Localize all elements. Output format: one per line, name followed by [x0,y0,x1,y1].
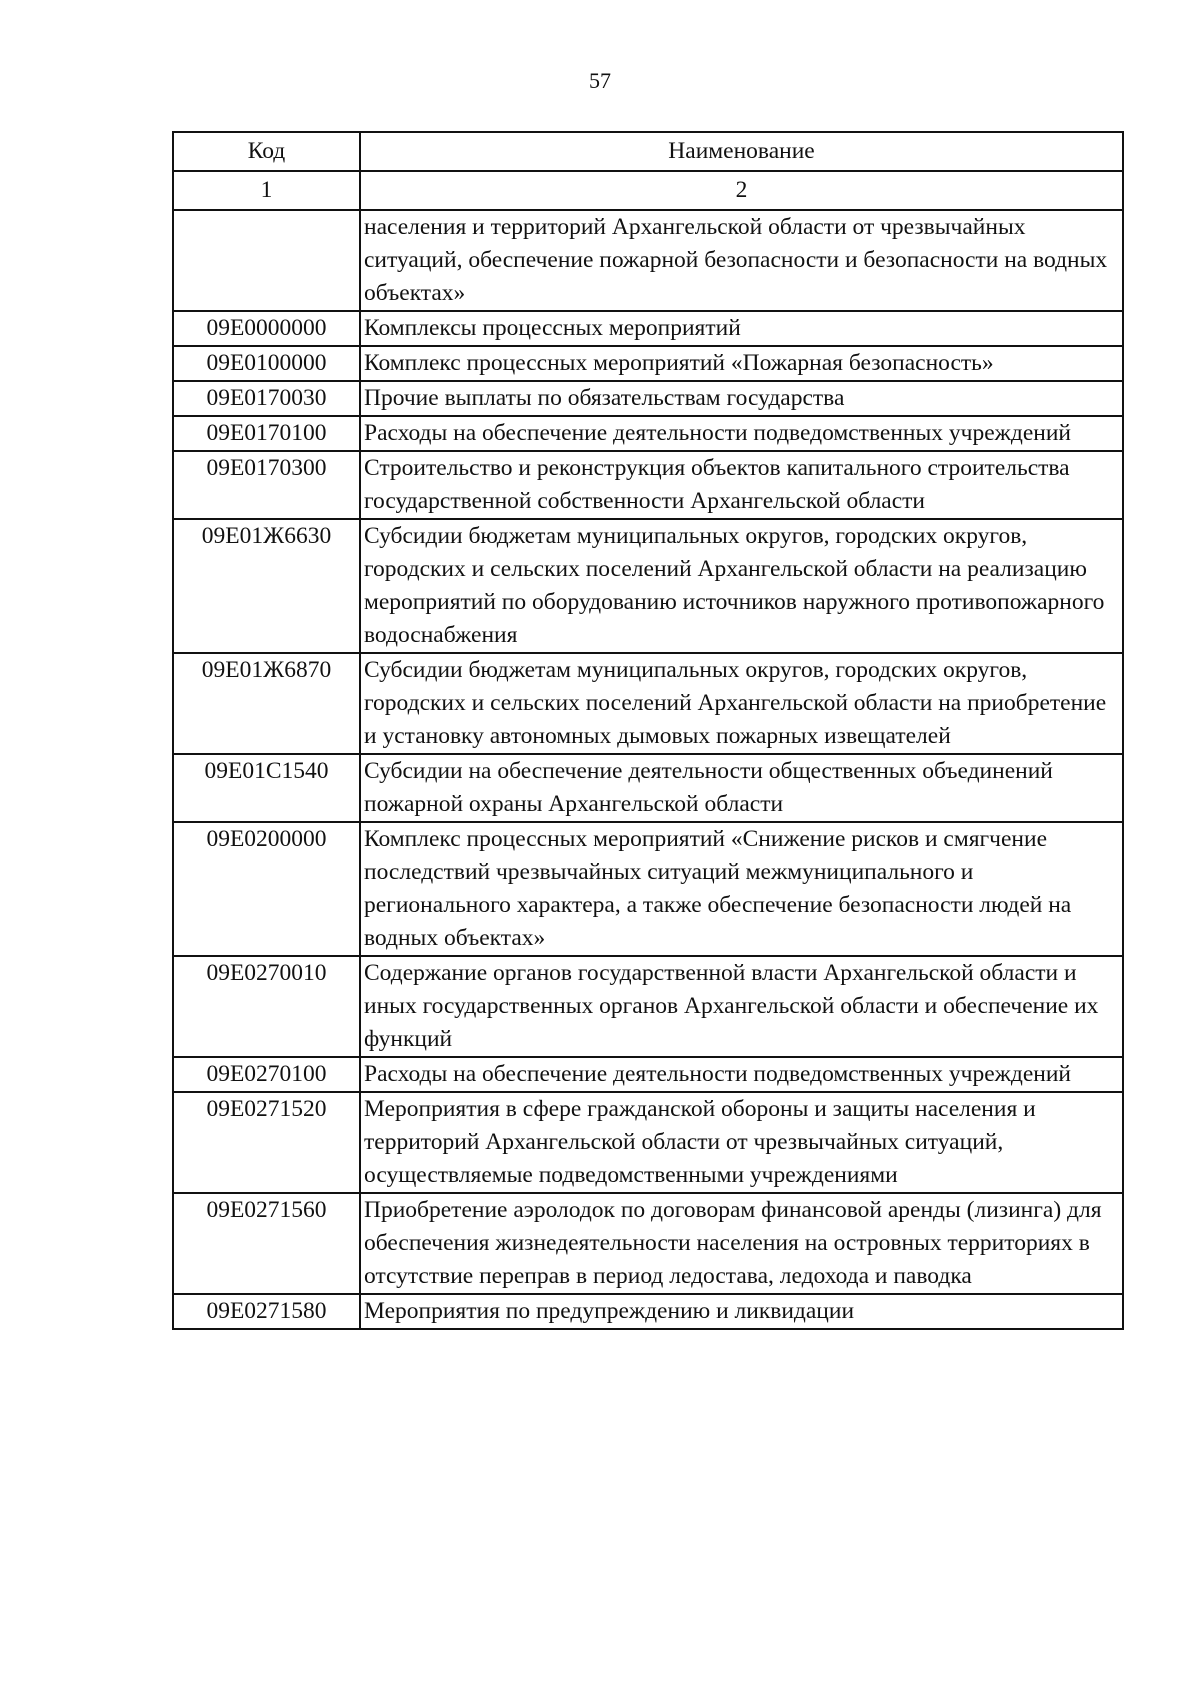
table-row [173,346,1123,381]
row-code: 09Е01С1540 [173,754,360,822]
row-code: 09Е0270100 [173,1057,360,1092]
table-row [173,1092,1123,1193]
header-code: Код [173,132,360,171]
table-row [173,416,1123,451]
row-code: 09Е0000000 [173,311,360,346]
column-number-code: 1 [173,171,360,210]
row-name: Содержание органов государственной власти Архангельской области и иных государственных органов Архангельской области и обеспечение их функций [360,956,1123,1057]
table-row [173,1057,1123,1092]
row-name: населения и территорий Архангельской области от чрезвычайных ситуаций, обеспечение пожарной безопасности и безопасности на водных объектах» [360,210,1123,311]
row-name: Субсидии бюджетам муниципальных округов, городских округов, городских и сельских поселений Архангельской области на приобретение и установку автономных дымовых пожарных извещателей [360,653,1123,754]
table-row [173,1294,1123,1329]
row-code: 09Е01Ж6870 [173,653,360,754]
header-row [173,132,1123,171]
row-name: Комплекс процессных мероприятий «Снижение рисков и смягчение последствий чрезвычайных ситуаций межмуниципального и регионального характера, а также обеспечение безопасности людей на водных объектах» [360,822,1123,956]
row-code: 09Е0170030 [173,381,360,416]
row-name: Субсидии на обеспечение деятельности общественных объединений пожарной охраны Архангельской области [360,754,1123,822]
row-code: 09Е0271580 [173,1294,360,1329]
row-name: Комплексы процессных мероприятий [360,311,1123,346]
row-name: Расходы на обеспечение деятельности подведомственных учреждений [360,416,1123,451]
row-code: 09Е0270010 [173,956,360,1057]
row-code: 09Е0170300 [173,451,360,519]
header-name: Наименование [360,132,1123,171]
row-code: 09Е0271560 [173,1193,360,1294]
page-number: 57 [589,68,611,93]
row-name: Расходы на обеспечение деятельности подведомственных учреждений [360,1057,1123,1092]
row-code: 09Е0100000 [173,346,360,381]
table-row [173,451,1123,519]
column-number-name: 2 [360,171,1123,210]
table-row [173,754,1123,822]
row-name: Приобретение аэролодок по договорам финансовой аренды (лизинга) для обеспечения жизнедеятельности населения на островных территориях в отсутствие переправ в период ледостава, ледохода и паводка [360,1193,1123,1294]
budget-code-table [172,131,1124,1330]
row-code: 09Е01Ж6630 [173,519,360,653]
table-row [173,210,1123,311]
row-name: Прочие выплаты по обязательствам государства [360,381,1123,416]
row-name: Субсидии бюджетам муниципальных округов, городских округов, городских и сельских поселений Архангельской области на реализацию мероприятий по оборудованию источников наружного противопожарного водоснабжения [360,519,1123,653]
table-row [173,822,1123,956]
row-name: Комплекс процессных мероприятий «Пожарная безопасность» [360,346,1123,381]
row-name: Строительство и реконструкция объектов капитального строительства государственной собственности Архангельской области [360,451,1123,519]
table-row [173,381,1123,416]
table-row [173,1193,1123,1294]
table-row [173,956,1123,1057]
table-row [173,519,1123,653]
row-name: Мероприятия по предупреждению и ликвидации [360,1294,1123,1329]
column-number-row [173,171,1123,210]
row-code: 09Е0200000 [173,822,360,956]
row-code: 09Е0271520 [173,1092,360,1193]
row-code [173,210,360,311]
table-row [173,653,1123,754]
row-code: 09Е0170100 [173,416,360,451]
row-name: Мероприятия в сфере гражданской обороны и защиты населения и территорий Архангельской области от чрезвычайных ситуаций, осуществляемые подведомственными учреждениями [360,1092,1123,1193]
table-row [173,311,1123,346]
